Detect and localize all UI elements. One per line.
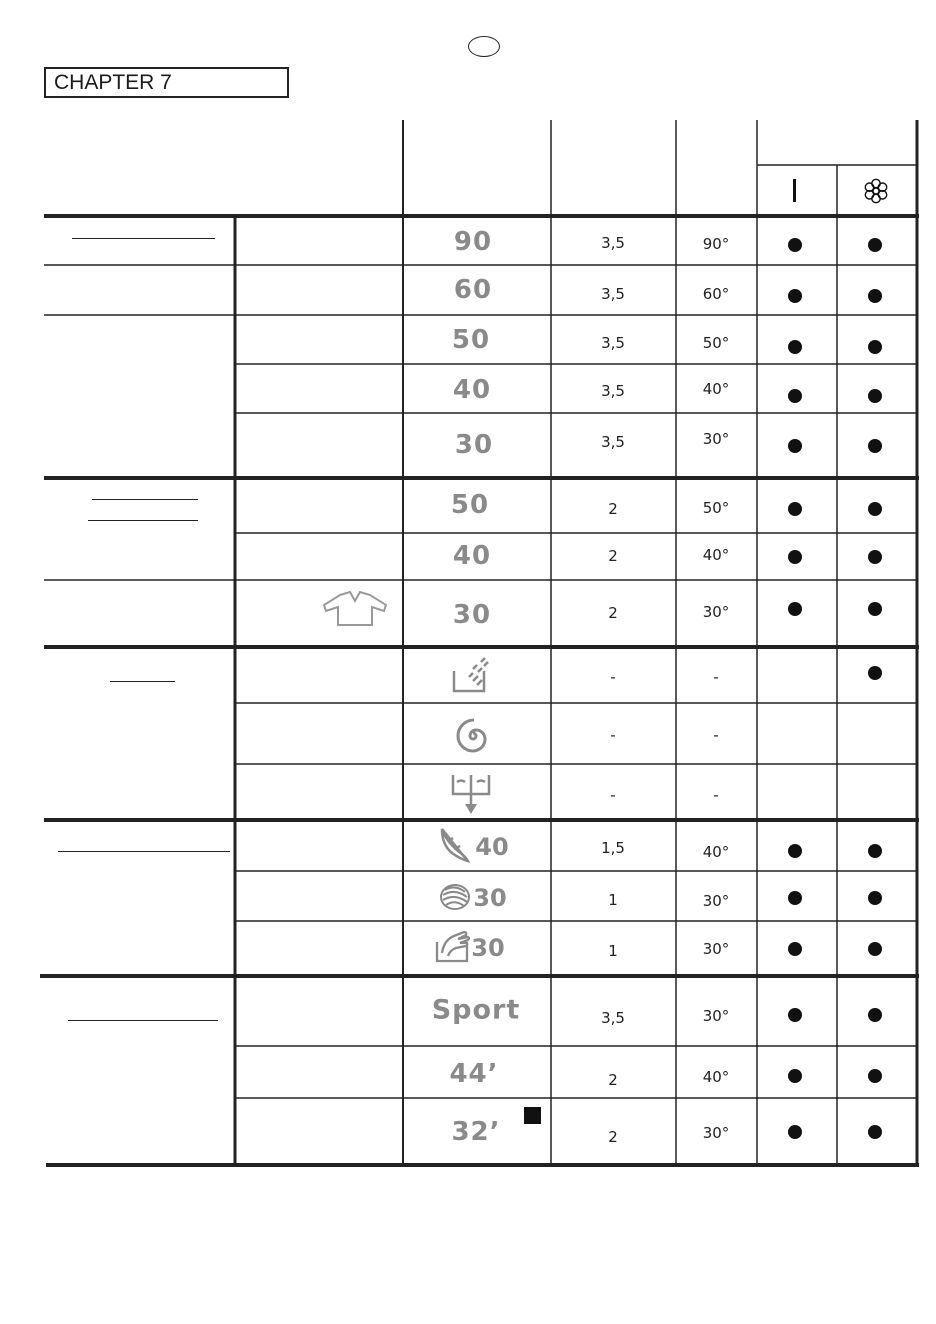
category-underline bbox=[58, 851, 230, 852]
flower-softener-icon bbox=[862, 177, 890, 205]
prewash-dot bbox=[788, 502, 802, 516]
temperature-value: 40° bbox=[702, 843, 730, 861]
prewash-dot bbox=[788, 602, 802, 616]
prewash-dot bbox=[788, 389, 802, 403]
softener-dot bbox=[868, 550, 882, 564]
category-underline bbox=[88, 520, 198, 521]
softener-dot bbox=[868, 891, 882, 905]
softener-dot bbox=[868, 942, 882, 956]
softener-dot bbox=[868, 1069, 882, 1083]
temperature-value: 40° bbox=[702, 1068, 730, 1086]
softener-dot bbox=[868, 289, 882, 303]
hand-wash-icon bbox=[434, 928, 472, 964]
softener-dot bbox=[868, 439, 882, 453]
program-delicate-40: 40 bbox=[475, 833, 509, 861]
temperature-value: 30° bbox=[702, 892, 730, 910]
temperature-value: 30° bbox=[702, 1007, 730, 1025]
temperature-value: - bbox=[713, 726, 719, 744]
load-value: 1 bbox=[608, 891, 618, 909]
load-value: 3,5 bbox=[601, 334, 625, 352]
category-underline bbox=[72, 238, 215, 239]
temperature-value: 40° bbox=[702, 380, 730, 398]
program-wool-30: 30 bbox=[473, 884, 507, 912]
softener-dot bbox=[868, 238, 882, 252]
program-44-min: 44’ bbox=[449, 1059, 499, 1089]
load-value: 3,5 bbox=[601, 234, 625, 252]
temperature-value: 60° bbox=[702, 285, 730, 303]
category-underline bbox=[110, 681, 175, 682]
softener-dot bbox=[868, 340, 882, 354]
program-40: 40 bbox=[452, 375, 492, 405]
program-30: 30 bbox=[454, 430, 494, 460]
prewash-dot bbox=[788, 340, 802, 354]
program-30-synthetic: 30 bbox=[452, 600, 492, 630]
temperature-value: 50° bbox=[702, 499, 730, 517]
program-60: 60 bbox=[453, 275, 493, 305]
load-value: 2 bbox=[608, 547, 618, 565]
prewash-dot bbox=[788, 942, 802, 956]
program-50-synthetic: 50 bbox=[450, 490, 490, 520]
program-32-min: 32’ bbox=[451, 1117, 501, 1147]
prewash-dot bbox=[788, 439, 802, 453]
prewash-dot bbox=[788, 1069, 802, 1083]
prewash-dot bbox=[788, 891, 802, 905]
softener-dot bbox=[868, 389, 882, 403]
shirt-icon bbox=[322, 589, 388, 629]
softener-dot bbox=[868, 666, 882, 680]
temperature-value: 90° bbox=[702, 235, 730, 253]
temperature-value: 30° bbox=[702, 430, 730, 448]
load-value: 2 bbox=[608, 500, 618, 518]
temperature-value: 50° bbox=[702, 334, 730, 352]
softener-dot bbox=[868, 502, 882, 516]
temperature-value: 30° bbox=[702, 1124, 730, 1142]
load-value: 3,5 bbox=[601, 433, 625, 451]
prewash-dot bbox=[788, 550, 802, 564]
temperature-value: - bbox=[713, 786, 719, 804]
temperature-value: 40° bbox=[702, 546, 730, 564]
temperature-value: 30° bbox=[702, 940, 730, 958]
load-value: 2 bbox=[608, 1128, 618, 1146]
prewash-dot bbox=[788, 238, 802, 252]
load-value: - bbox=[610, 668, 616, 686]
rinse-shower-icon bbox=[451, 655, 493, 695]
prewash-dot bbox=[788, 1125, 802, 1139]
drain-icon bbox=[450, 772, 494, 816]
softener-dot bbox=[868, 602, 882, 616]
prewash-dot bbox=[788, 1008, 802, 1022]
load-value: 3,5 bbox=[601, 1009, 625, 1027]
delicate-feather-icon bbox=[438, 827, 472, 863]
program-40-synthetic: 40 bbox=[452, 541, 492, 571]
category-underline bbox=[68, 1020, 218, 1021]
load-value: 1 bbox=[608, 942, 618, 960]
program-sport: Sport bbox=[431, 994, 521, 1026]
temperature-value: 30° bbox=[702, 603, 730, 621]
temperature-value: - bbox=[713, 668, 719, 686]
chapter-title: CHAPTER 7 bbox=[44, 67, 289, 98]
prewash-bar-icon bbox=[789, 178, 801, 204]
black-square-marker bbox=[524, 1107, 541, 1124]
softener-dot bbox=[868, 1125, 882, 1139]
load-value: 3,5 bbox=[601, 285, 625, 303]
softener-dot bbox=[868, 1008, 882, 1022]
prewash-dot bbox=[788, 844, 802, 858]
program-50: 50 bbox=[451, 325, 491, 355]
load-value: - bbox=[610, 786, 616, 804]
program-handwash-30: 30 bbox=[471, 934, 505, 962]
program-90: 90 bbox=[453, 227, 493, 257]
load-value: 2 bbox=[608, 1071, 618, 1089]
spin-spiral-icon bbox=[453, 717, 493, 755]
prewash-dot bbox=[788, 289, 802, 303]
load-value: 2 bbox=[608, 604, 618, 622]
wool-icon bbox=[439, 882, 471, 912]
softener-dot bbox=[868, 844, 882, 858]
load-value: - bbox=[610, 726, 616, 744]
load-value: 3,5 bbox=[601, 382, 625, 400]
category-underline bbox=[92, 499, 198, 500]
load-value: 1,5 bbox=[601, 839, 625, 857]
